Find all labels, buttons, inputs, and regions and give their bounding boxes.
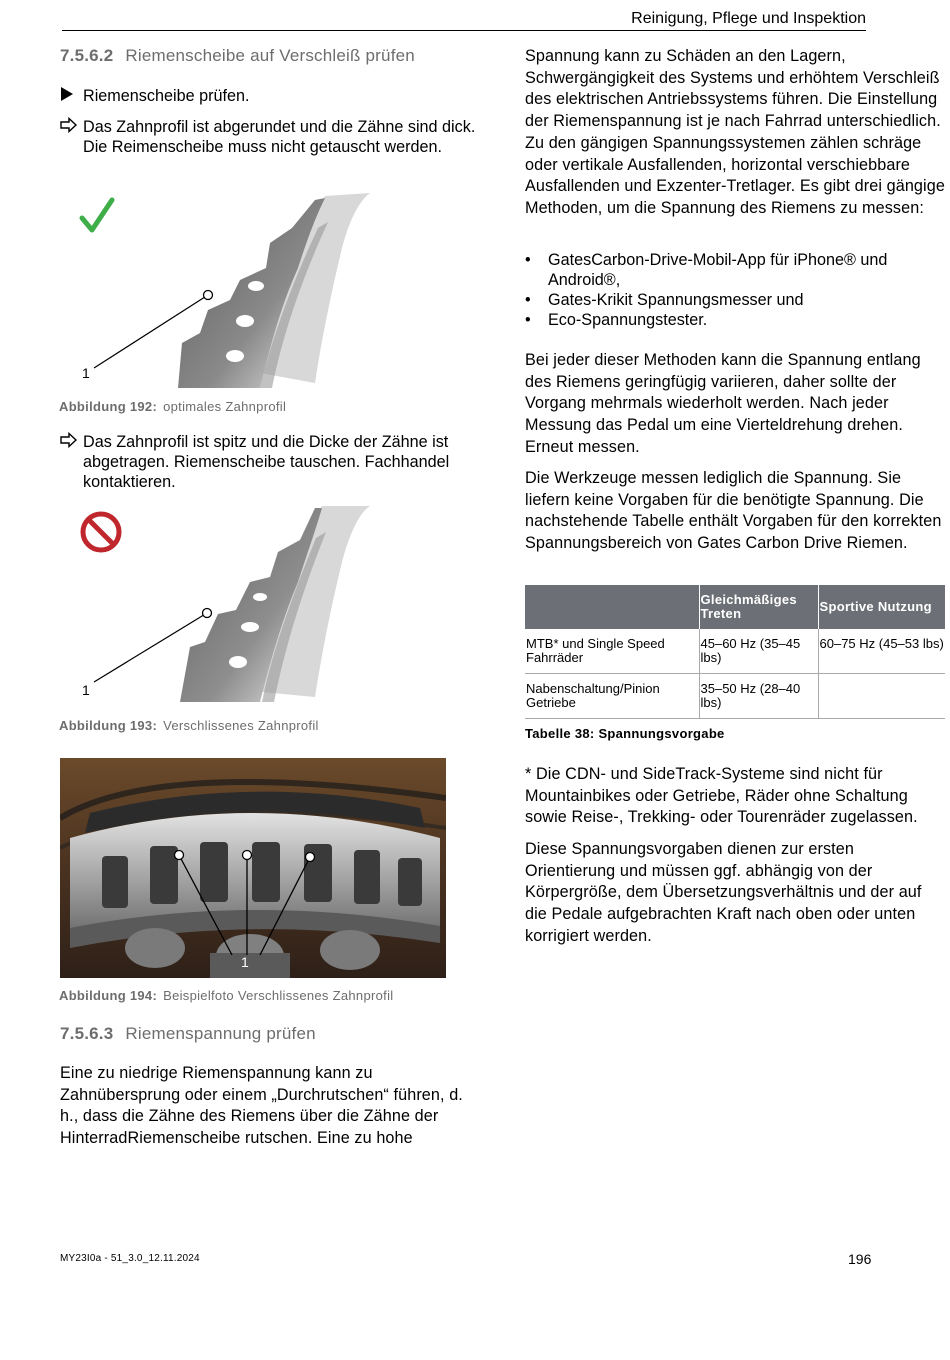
- instruction-text: Riemenscheibe prüfen.: [83, 87, 250, 105]
- figure-193-label: Abbildung 193:: [59, 718, 158, 733]
- figure-193-caption-text: Verschlissenes Zahnprofil: [163, 718, 319, 733]
- pulley-worn-illustration: [60, 502, 480, 702]
- running-header: Reinigung, Pflege und Inspektion: [631, 10, 866, 27]
- list-item-text: GatesCarbon-Drive-Mobil-App für iPhone® und Android®,: [548, 251, 888, 289]
- figure-194-caption-text: Beispielfoto Verschlissenes Zahnprofil: [163, 988, 394, 1003]
- result-step-1: [60, 117, 480, 157]
- figure-192-caption-text: optimales Zahnprofil: [163, 399, 287, 414]
- table-cell: Nabenschaltung/Pinion Getriebe: [525, 674, 699, 719]
- tension-paragraph-1: Eine zu niedrige Riemenspannung kann zu Zahnübersprung oder einem „Durchrutschen“ führen, d. h., dass die Zähne des Riemens über die Zähne der HinterradRiemenscheibe rutschen. Eine zu hohe: [60, 1064, 463, 1148]
- table-header-cell: Sportive Nutzung: [818, 585, 945, 629]
- section-title: Riemenspannung prüfen: [125, 1024, 316, 1043]
- table-cell: [818, 674, 945, 719]
- figure-194-caption: [59, 988, 393, 1003]
- figure-192-caption: [59, 399, 286, 414]
- table-cell: MTB* und Single Speed Fahrräder: [525, 629, 699, 674]
- result-arrow-icon: [60, 432, 80, 453]
- figure-192-label: Abbildung 192:: [59, 399, 158, 414]
- page-number: 196: [848, 1251, 872, 1267]
- section-heading-7-5-6-2: [60, 46, 415, 66]
- instruction-step: [60, 86, 480, 106]
- section-title: Riemenscheibe auf Verschleiß prüfen: [125, 46, 415, 65]
- table-header-cell: Gleichmäßiges Treten: [699, 585, 818, 629]
- figure-193-callout: 1: [82, 682, 90, 698]
- list-item-text: Eco-Spannungstester.: [548, 311, 708, 329]
- list-item: [525, 290, 935, 310]
- header-rule: [62, 30, 866, 31]
- list-item-text: Gates-Krikit Spannungsmesser und: [548, 291, 804, 309]
- bullet-dot-icon: •: [525, 311, 531, 329]
- list-item: [525, 310, 935, 330]
- figure-194-callout: 1: [241, 954, 249, 970]
- table-header-row: [525, 585, 945, 629]
- table-cell: 60–75 Hz (45–53 lbs): [818, 629, 945, 674]
- table-header-cell: [525, 585, 699, 629]
- tension-table-wrapper: [525, 585, 945, 719]
- right-paragraph-2: Bei jeder dieser Methoden kann die Spannung entlang des Riemens geringfügig variieren, daher sollte der Vorgang mehrmals wiederholt werden. Nach jeder Messung das Pedal um eine Vierteldrehung drehen. Erneut messen.: [525, 351, 921, 456]
- list-item: [525, 250, 935, 290]
- right-paragraph-3: Die Werkzeuge messen lediglich die Spannung. Sie liefern keine Vorgaben für die benötigte Spannung. Die nachstehende Tabelle enthält Vorgaben für den korrekten Spannungsbereich von Gates Carbon Drive Riemen.: [525, 469, 942, 553]
- result-text-2: Das Zahnprofil ist spitz und die Dicke der Zähne ist abgetragen. Riemenscheibe tauschen. Fachhandel kontaktieren.: [83, 433, 450, 491]
- figure-192: [60, 188, 480, 388]
- methods-list: [525, 250, 935, 330]
- table-row: [525, 674, 945, 719]
- result-arrow-icon: [60, 117, 80, 138]
- table-cell: 35–50 Hz (28–40 lbs): [699, 674, 818, 719]
- result-text-1: Das Zahnprofil ist abgerundet und die Zähne sind dick. Die Reimenscheibe muss nicht getauscht werden.: [83, 118, 476, 156]
- figure-192-callout: 1: [82, 365, 90, 381]
- figure-193-caption: [59, 718, 319, 733]
- section-number: 7.5.6.3: [60, 1024, 114, 1043]
- tension-table: [525, 585, 945, 719]
- worn-pulley-photo: [60, 758, 446, 978]
- bullet-dot-icon: •: [525, 251, 531, 269]
- pulley-optimal-illustration: [60, 188, 480, 388]
- right-paragraph-5: Diese Spannungsvorgaben dienen zur ersten Orientierung und müssen ggf. abhängig von der Körpergröße, dem Übersetzungsverhältnis und der auf die Pedale aufgebrachten Kraft nach oben oder unten korrigiert werden.: [525, 840, 922, 945]
- figure-194-label: Abbildung 194:: [59, 988, 158, 1003]
- document-id: MY23I0a - 51_3.0_12.11.2024: [60, 1253, 200, 1264]
- bullet-dot-icon: •: [525, 291, 531, 309]
- checkmark-icon: [79, 196, 115, 241]
- figure-193: [60, 502, 480, 702]
- triangle-bullet-icon: [60, 86, 80, 107]
- table-row: [525, 629, 945, 674]
- section-heading-7-5-6-3: [60, 1024, 316, 1044]
- right-paragraph-1: Spannung kann zu Schäden an den Lagern, Schwergängigkeit des Systems und erhöhtem Verschleiß des elektrischen Antriebssystems führen. Die Einstellung der Riemenspannung ist je nach Fahrrad unterschiedlich. Zu den gängigen Spannungssystemen zählen schräge oder vertikale Ausfallenden, horizontal verschiebbare Ausfallenden und Exzenter-Tretlager. Es gibt drei gängige Methoden, um die Spannung des Riemens zu messen:: [525, 47, 945, 217]
- prohibited-icon: [79, 510, 123, 559]
- table-caption: Tabelle 38: Spannungsvorgabe: [525, 726, 725, 741]
- section-number: 7.5.6.2: [60, 46, 114, 65]
- result-step-2: [60, 432, 480, 492]
- figure-194: [60, 758, 446, 978]
- right-paragraph-4: * Die CDN- und SideTrack-Systeme sind nicht für Mountainbikes oder Getriebe, Räder ohne Schaltung sowie Reise-, Trekking- oder Tourenräder zugelassen.: [525, 765, 918, 827]
- table-cell: 45–60 Hz (35–45 lbs): [699, 629, 818, 674]
